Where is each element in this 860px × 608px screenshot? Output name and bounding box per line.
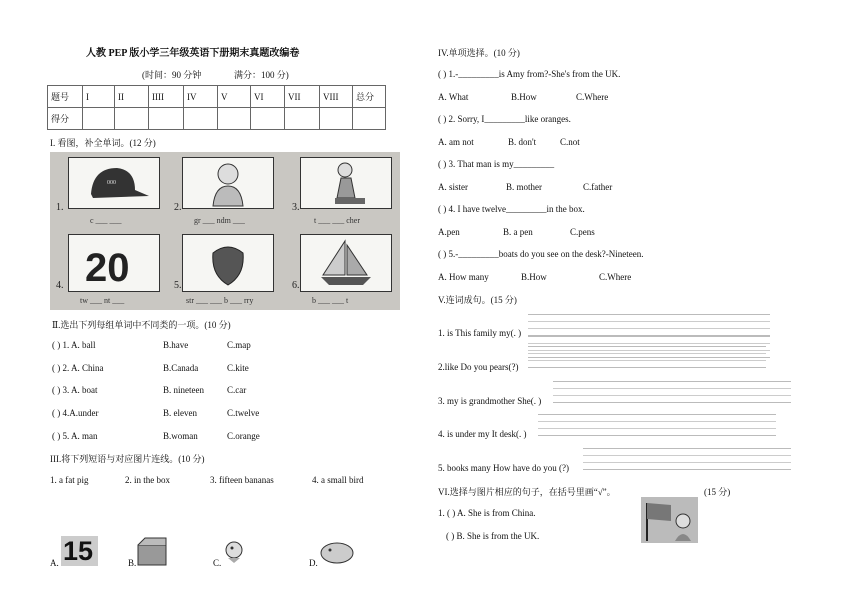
phrase-1: 1. a fat pig	[50, 475, 89, 485]
picture-label-b: B.	[128, 558, 137, 568]
twenty-picture-box	[68, 234, 160, 292]
picture-label-d: D.	[309, 558, 318, 568]
boat-icon	[301, 235, 391, 291]
s4-q3-option-b: B. mother	[506, 182, 542, 192]
s4-q4-question[interactable]: ( ) 4. I have twelve_________in the box.	[438, 204, 585, 214]
score-cell-9[interactable]	[353, 108, 386, 130]
score-table-header-4: IV	[184, 86, 218, 108]
s2-q1-option-c: C.map	[227, 340, 251, 350]
item-3-number: 3.	[292, 202, 300, 213]
item-6-blank: b ___ ___ t	[312, 296, 349, 305]
fifteen-picture-text: 15	[63, 536, 94, 566]
s2-q5-option-c: C.orange	[227, 430, 260, 441]
phrase-4: 4. a small bird	[312, 475, 364, 485]
s2-q4-question[interactable]: ( ) 4.A.under	[52, 408, 99, 419]
s2-q3-question[interactable]: ( ) 3. A. boat	[52, 385, 98, 396]
s2-q3-option-b: B. nineteen	[163, 385, 204, 396]
cap-icon	[69, 158, 159, 208]
cap-picture-box	[68, 157, 160, 209]
flag-scene-picture	[641, 497, 698, 543]
s4-q4-option-a: A.pen	[438, 227, 460, 237]
s4-q5-option-b: B.How	[521, 272, 547, 282]
s2-q5-option-b: B.woman	[163, 430, 198, 441]
phrase-2: 2. in the box	[125, 475, 170, 485]
section-6-score: (15 分)	[704, 487, 731, 497]
box-icon	[137, 537, 167, 566]
score-cell-1[interactable]	[83, 108, 115, 130]
s2-q1-option-b: B.have	[163, 340, 189, 350]
item-5-blank: str ___ ___ b ___ rry	[186, 296, 254, 305]
score-table-header-1: I	[83, 86, 115, 108]
section-6-option-a: 1. ( ) A. She is from China.	[438, 508, 536, 518]
section-6-option-b: ( ) B. She is from the UK.	[446, 531, 540, 541]
grandma-icon	[183, 158, 273, 208]
score-cell-6[interactable]	[251, 108, 285, 130]
exam-full-score: 满分：100 分)	[234, 70, 289, 80]
section-5-heading: V.连词成句。(15 分)	[438, 295, 517, 305]
s4-q1-option-c: C.Where	[576, 92, 609, 102]
page-title: 人教 PEP 版小学三年级英语下册期末真题改编卷	[86, 48, 300, 59]
svg-text:20: 20	[85, 246, 130, 290]
section-1-picture-panel	[50, 152, 400, 310]
teacher-picture-box	[300, 157, 392, 209]
score-table	[47, 85, 386, 130]
s4-q3-option-a: A. sister	[438, 182, 468, 192]
sentence-2: 2.like Do you pears(?)	[438, 362, 519, 372]
score-table-header-5: V	[218, 86, 251, 108]
sentence-5: 5. books many How have do you (?)	[438, 463, 569, 473]
exam-time: (时间：90 分钟	[142, 70, 202, 80]
s4-q1-option-b: B.How	[511, 92, 537, 102]
item-1-blank: c ___ ___	[90, 216, 122, 225]
grandma-picture-box	[182, 157, 274, 209]
score-table-header-7: VII	[285, 86, 320, 108]
svg-text:000: 000	[107, 180, 116, 186]
strawberry-picture-box	[182, 234, 274, 292]
score-table-header-0: 题号	[48, 86, 83, 108]
number-twenty-icon	[69, 235, 159, 291]
section-4-heading: IV.单项选择。(10 分)	[438, 48, 520, 58]
writing-line-4[interactable]	[538, 414, 776, 436]
boat-picture-box	[300, 234, 392, 292]
score-table-header-9: 总分	[353, 86, 386, 108]
s4-q5-option-a: A. How many	[438, 272, 489, 282]
writing-line-1[interactable]	[528, 314, 770, 336]
s2-q2-option-b: B.Canada	[163, 362, 199, 373]
item-1-number: 1.	[56, 202, 64, 213]
s4-q3-question[interactable]: ( ) 3. That man is my_________	[438, 159, 555, 169]
s4-q2-question[interactable]: ( ) 2. Sorry, I_________like oranges.	[438, 114, 571, 124]
section-1-heading: I. 看图，补全单词。(12 分)	[50, 138, 156, 148]
section-3-heading: III.将下列短语与对应图片连线。(10 分)	[50, 454, 205, 464]
s2-q2-question[interactable]: ( ) 2. A. China	[52, 362, 104, 373]
fifteen-picture	[61, 536, 98, 566]
score-cell-2[interactable]	[115, 108, 149, 130]
score-table-header-3: IIII	[149, 86, 184, 108]
s4-q4-option-c: C.pens	[570, 227, 595, 237]
item-2-number: 2.	[174, 202, 182, 213]
s2-q1-question[interactable]: ( ) 1. A. ball	[52, 340, 96, 350]
pig-icon	[318, 538, 356, 566]
section-2-heading: Ⅱ.选出下列每组单词中不同类的一项。(10 分)	[52, 320, 231, 330]
score-cell-8[interactable]	[320, 108, 353, 130]
item-4-blank: tw ___ nt ___	[80, 296, 125, 305]
score-table-header-2: II	[115, 86, 149, 108]
teacher-icon	[301, 158, 391, 208]
strawberry-icon	[183, 235, 273, 291]
sentence-1: 1. is This family my(. )	[438, 328, 522, 338]
s4-q4-option-b: B. a pen	[503, 227, 533, 237]
score-cell-5[interactable]	[218, 108, 251, 130]
item-2-blank: gr ___ ndm ___	[194, 216, 245, 225]
s4-q5-option-c: C.Where	[599, 272, 632, 282]
bird-icon	[222, 538, 246, 564]
s4-q5-question[interactable]: ( ) 5.-_________boats do you see on the desk?-Nineteen.	[438, 249, 644, 259]
item-6-number: 6.	[292, 280, 300, 291]
score-table-header-6: VI	[251, 86, 285, 108]
picture-label-c: C.	[213, 558, 222, 568]
score-row-label: 得分	[48, 108, 83, 130]
section-6-heading: VI.选择与图片相应的句子，在括号里画“√”。	[438, 487, 616, 497]
picture-label-a: A.	[50, 558, 59, 568]
sentence-3: 3. my is grandmother She(. )	[438, 396, 542, 406]
score-cell-4[interactable]	[184, 108, 218, 130]
s2-q4-option-c: C.twelve	[227, 408, 260, 419]
s4-q1-option-a: A. What	[438, 92, 469, 102]
s4-q3-option-c: C.father	[583, 182, 613, 192]
score-table-header-8: VIII	[320, 86, 353, 108]
phrase-3: 3. fifteen bananas	[210, 475, 274, 485]
item-4-number: 4.	[56, 280, 64, 291]
s4-q2-option-c: C.not	[560, 137, 580, 147]
score-cell-3[interactable]	[149, 108, 184, 130]
s2-q2-option-c: C.kite	[227, 362, 249, 373]
writing-line-3[interactable]	[553, 381, 791, 403]
score-cell-7[interactable]	[285, 108, 320, 130]
item-3-blank: t ___ ___ cher	[314, 216, 360, 225]
sentence-4: 4. is under my It desk(. )	[438, 429, 527, 439]
s4-q2-option-b: B. don't	[508, 137, 537, 147]
item-5-number: 5.	[174, 280, 182, 291]
writing-line-2[interactable]	[528, 346, 766, 368]
s4-q1-question[interactable]: ( ) 1.-_________is Amy from?-She's from the UK.	[438, 69, 621, 79]
s4-q2-option-a: A. am not	[438, 137, 474, 147]
writing-line-5[interactable]	[583, 448, 791, 470]
s2-q4-option-b: B. eleven	[163, 408, 197, 419]
s2-q3-option-c: C.car	[227, 385, 247, 396]
s2-q5-question[interactable]: ( ) 5. A. man	[52, 430, 98, 441]
